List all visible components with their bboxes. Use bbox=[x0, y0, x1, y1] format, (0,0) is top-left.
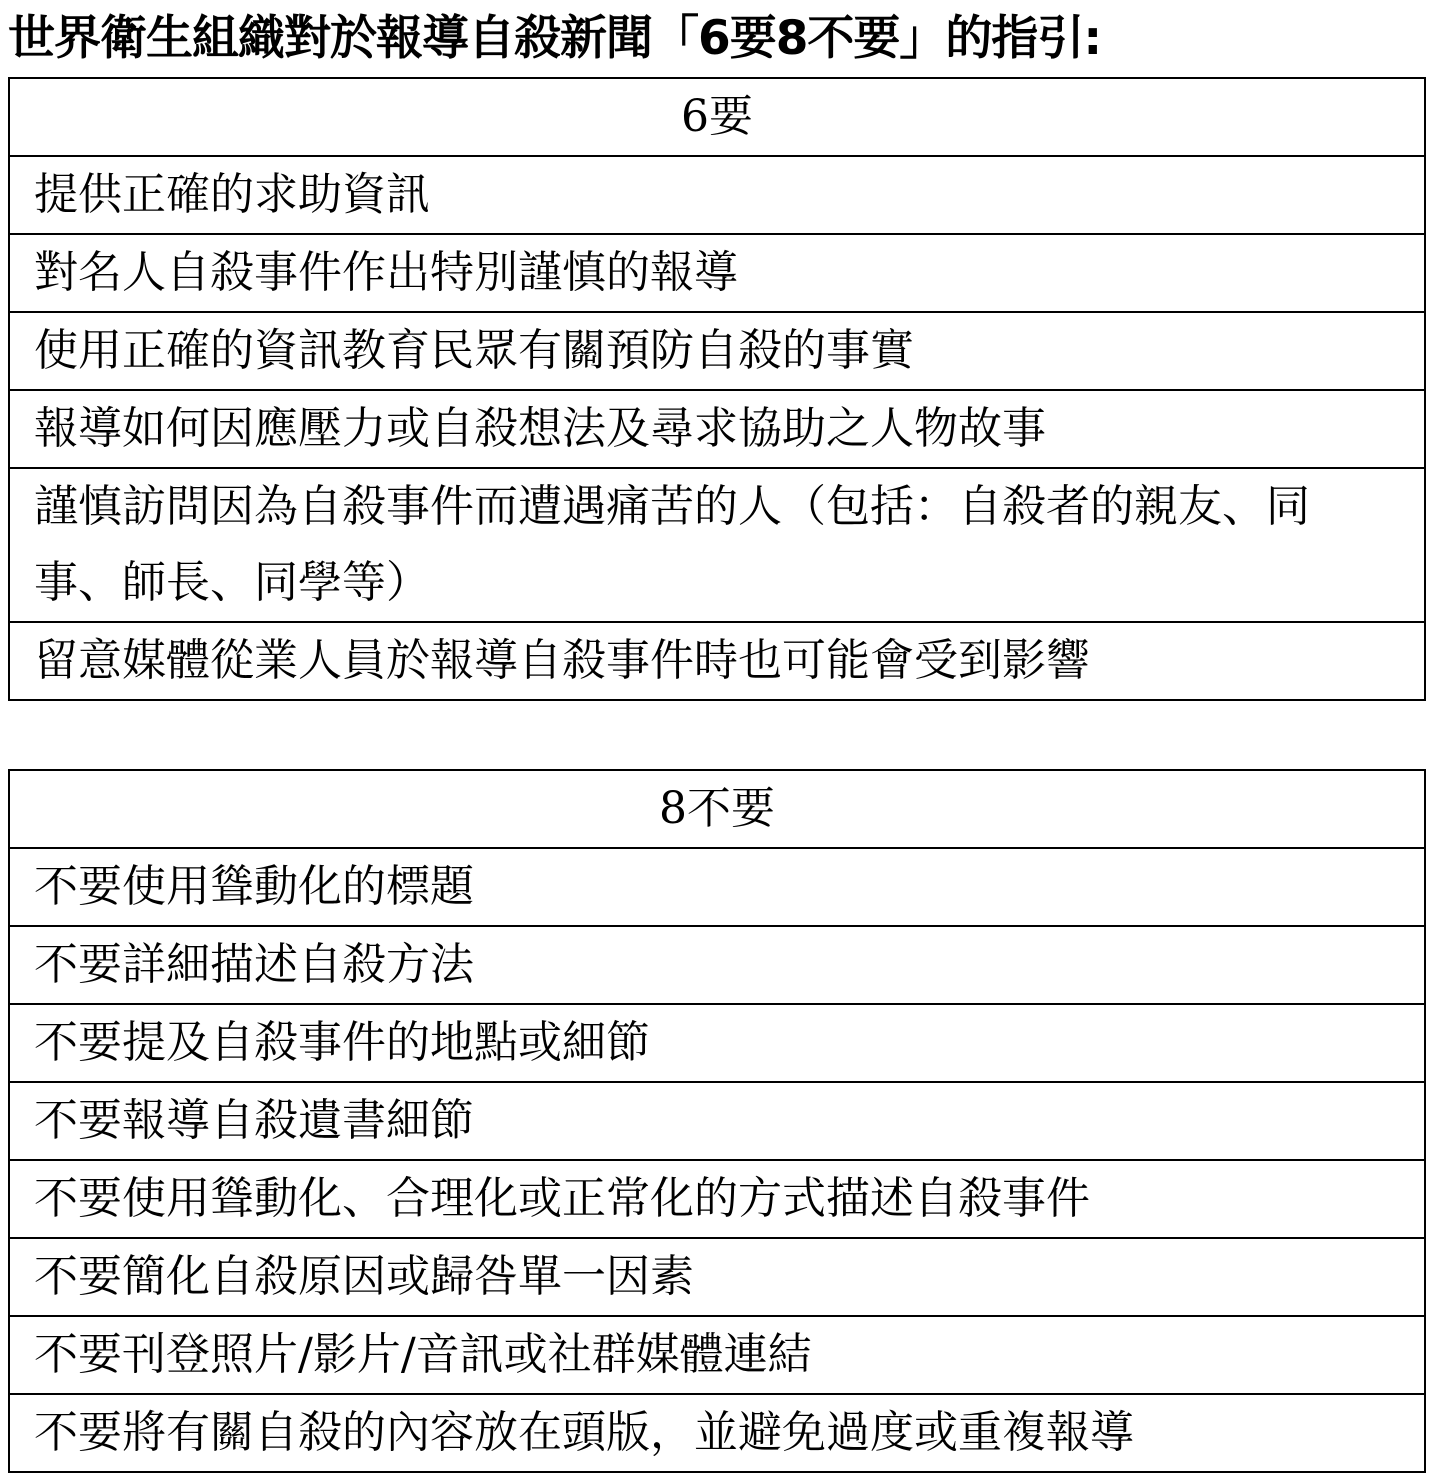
do-item-6: 留意媒體從業人員於報導自殺事件時也可能會受到影響 bbox=[9, 622, 1425, 700]
dont-item-7: 不要刊登照片/影片/音訊或社群媒體連結 bbox=[9, 1316, 1425, 1394]
do-item-1: 提供正確的求助資訊 bbox=[9, 156, 1425, 234]
page-title: 世界衛生組織對於報導自殺新聞「6要8不要」的指引: bbox=[8, 11, 1102, 66]
table-row bbox=[9, 1160, 1425, 1238]
table-row bbox=[9, 390, 1425, 468]
table-row bbox=[9, 926, 1425, 1004]
do-item-5: 謹慎訪問因為自殺事件而遭遇痛苦的人（包括：自殺者的親友、同事、師長、同學等） bbox=[9, 468, 1425, 622]
do-item-3: 使用正確的資訊教育民眾有關預防自殺的事實 bbox=[9, 312, 1425, 390]
table-row bbox=[9, 1004, 1425, 1082]
table-row bbox=[9, 234, 1425, 312]
do-item-2: 對名人自殺事件作出特別謹慎的報導 bbox=[9, 234, 1425, 312]
table-row bbox=[9, 156, 1425, 234]
do-table-heading: 6要 bbox=[9, 78, 1425, 156]
do-item-4: 報導如何因應壓力或自殺想法及尋求協助之人物故事 bbox=[9, 390, 1425, 468]
table-row bbox=[9, 848, 1425, 926]
dont-item-4: 不要報導自殺遺書細節 bbox=[9, 1082, 1425, 1160]
table-header-row bbox=[9, 770, 1425, 848]
table-row bbox=[9, 312, 1425, 390]
dont-item-6: 不要簡化自殺原因或歸咎單一因素 bbox=[9, 1238, 1425, 1316]
dont-item-5: 不要使用聳動化、合理化或正常化的方式描述自殺事件 bbox=[9, 1160, 1425, 1238]
dont-item-1: 不要使用聳動化的標題 bbox=[9, 848, 1425, 926]
table-row bbox=[9, 1394, 1425, 1472]
dont-item-2: 不要詳細描述自殺方法 bbox=[9, 926, 1425, 1004]
dont-table-heading: 8不要 bbox=[9, 770, 1425, 848]
table-row bbox=[9, 622, 1425, 700]
table-row bbox=[9, 1316, 1425, 1394]
dont-guidelines-table bbox=[8, 769, 1426, 1473]
table-row bbox=[9, 1082, 1425, 1160]
table-row bbox=[9, 1238, 1425, 1316]
table-row bbox=[9, 468, 1425, 622]
do-guidelines-table bbox=[8, 77, 1426, 701]
dont-item-3: 不要提及自殺事件的地點或細節 bbox=[9, 1004, 1425, 1082]
dont-item-8: 不要將有關自殺的內容放在頭版，並避免過度或重複報導 bbox=[9, 1394, 1425, 1472]
table-header-row bbox=[9, 78, 1425, 156]
